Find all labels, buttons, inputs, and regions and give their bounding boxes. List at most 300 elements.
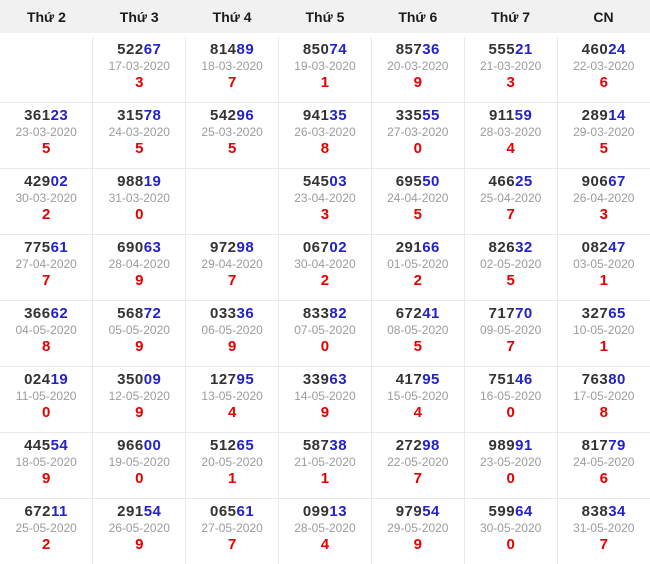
result-number-tail: 95	[422, 371, 440, 388]
result-date: 28-03-2020	[466, 125, 556, 140]
result-number[interactable]	[466, 41, 556, 59]
result-number-tail: 19	[51, 371, 69, 388]
result-number[interactable]	[94, 239, 184, 257]
result-red-digit: 7	[373, 470, 463, 488]
result-date: 21-03-2020	[466, 59, 556, 74]
result-date: 30-03-2020	[1, 191, 91, 206]
result-cell	[279, 103, 372, 169]
result-number[interactable]	[373, 503, 463, 521]
empty-cell	[186, 169, 279, 235]
result-red-digit: 4	[280, 536, 370, 554]
result-number[interactable]	[280, 371, 370, 389]
result-date: 19-05-2020	[94, 455, 184, 470]
result-number[interactable]	[466, 305, 556, 323]
result-number[interactable]	[280, 503, 370, 521]
result-number-tail: 67	[144, 41, 162, 58]
result-red-digit: 7	[187, 536, 277, 554]
result-number[interactable]	[559, 371, 649, 389]
result-number-head: 065	[210, 503, 237, 520]
result-number[interactable]	[280, 437, 370, 455]
result-cell	[464, 367, 557, 433]
result-number-head: 672	[396, 305, 423, 322]
result-date: 30-05-2020	[466, 521, 556, 536]
result-red-digit: 1	[280, 470, 370, 488]
result-date: 26-04-2020	[559, 191, 649, 206]
result-number-head: 672	[24, 503, 51, 520]
result-red-digit: 4	[373, 404, 463, 422]
result-number-head: 339	[303, 371, 330, 388]
result-number-head: 099	[303, 503, 330, 520]
result-date: 08-05-2020	[373, 323, 463, 338]
result-red-digit: 3	[94, 74, 184, 92]
result-number-head: 522	[117, 41, 144, 58]
result-red-digit: 5	[1, 140, 91, 158]
result-number-head: 979	[396, 503, 423, 520]
result-number-tail: 21	[515, 41, 533, 58]
result-number[interactable]	[559, 305, 649, 323]
result-number[interactable]	[1, 173, 91, 191]
result-date: 31-03-2020	[94, 191, 184, 206]
result-cell	[557, 169, 650, 235]
table-row	[0, 35, 650, 103]
result-red-digit: 8	[280, 140, 370, 158]
result-number-tail: 61	[51, 239, 69, 256]
result-number[interactable]	[1, 305, 91, 323]
result-number-head: 545	[303, 173, 330, 190]
result-cell	[371, 169, 464, 235]
result-number-head: 315	[117, 107, 144, 124]
result-red-digit: 4	[187, 404, 277, 422]
result-number[interactable]	[187, 41, 277, 59]
result-date: 01-05-2020	[373, 257, 463, 272]
result-cell	[0, 169, 93, 235]
result-number-head: 690	[117, 239, 144, 256]
result-red-digit: 5	[187, 140, 277, 158]
result-cell	[0, 301, 93, 367]
result-date: 27-05-2020	[187, 521, 277, 536]
result-cell	[279, 169, 372, 235]
column-header-7: CN	[557, 0, 650, 35]
result-number-tail: 95	[237, 371, 255, 388]
result-number-tail: 82	[329, 305, 347, 322]
result-number[interactable]	[187, 371, 277, 389]
result-cell	[371, 301, 464, 367]
result-number-head: 826	[489, 239, 516, 256]
result-red-digit: 6	[559, 74, 649, 92]
result-number-tail: 46	[515, 371, 533, 388]
result-date: 10-05-2020	[559, 323, 649, 338]
result-cell	[186, 35, 279, 103]
result-date: 25-05-2020	[1, 521, 91, 536]
result-red-digit: 4	[466, 140, 556, 158]
result-number-head: 966	[117, 437, 144, 454]
result-red-digit: 2	[1, 206, 91, 224]
result-date: 24-04-2020	[373, 191, 463, 206]
result-number-tail: 35	[329, 107, 347, 124]
result-number-tail: 80	[608, 371, 626, 388]
result-number-head: 366	[24, 305, 51, 322]
result-cell	[0, 499, 93, 564]
result-date: 18-03-2020	[187, 59, 277, 74]
result-number-tail: 66	[422, 239, 440, 256]
result-number[interactable]	[559, 107, 649, 125]
table-row	[0, 367, 650, 433]
result-cell	[557, 433, 650, 499]
result-date: 29-04-2020	[187, 257, 277, 272]
result-cell	[279, 301, 372, 367]
result-cell	[0, 433, 93, 499]
result-cell	[186, 499, 279, 564]
result-cell	[0, 235, 93, 301]
result-number[interactable]	[373, 437, 463, 455]
result-number-tail: 64	[515, 503, 533, 520]
result-number-tail: 14	[608, 107, 626, 124]
result-date: 28-05-2020	[280, 521, 370, 536]
result-cell	[464, 169, 557, 235]
result-date: 13-05-2020	[187, 389, 277, 404]
result-red-digit: 5	[94, 140, 184, 158]
result-cell	[371, 35, 464, 103]
result-cell	[93, 499, 186, 564]
result-number[interactable]	[1, 239, 91, 257]
result-number-head: 817	[582, 437, 609, 454]
result-red-digit: 9	[94, 536, 184, 554]
result-cell	[279, 367, 372, 433]
result-number-tail: 32	[515, 239, 533, 256]
result-number-head: 024	[24, 371, 51, 388]
result-red-digit: 9	[94, 404, 184, 422]
result-number-tail: 36	[237, 305, 255, 322]
result-number[interactable]	[280, 239, 370, 257]
table-row	[0, 301, 650, 367]
result-number[interactable]	[1, 107, 91, 125]
result-cell	[93, 433, 186, 499]
result-cell	[93, 103, 186, 169]
column-header-6: Thứ 7	[464, 0, 557, 35]
result-number-tail: 65	[608, 305, 626, 322]
result-number-head: 568	[117, 305, 144, 322]
result-cell	[186, 103, 279, 169]
result-number-head: 429	[24, 173, 51, 190]
result-date: 26-03-2020	[280, 125, 370, 140]
result-cell	[371, 499, 464, 564]
table-row	[0, 499, 650, 564]
result-date: 05-05-2020	[94, 323, 184, 338]
empty-cell	[0, 35, 93, 103]
result-red-digit: 3	[466, 74, 556, 92]
result-number-head: 127	[210, 371, 237, 388]
result-number-tail: 03	[329, 173, 347, 190]
result-cell	[464, 433, 557, 499]
result-number-head: 717	[489, 305, 516, 322]
result-cell	[557, 367, 650, 433]
result-number[interactable]	[466, 371, 556, 389]
result-number-head: 512	[210, 437, 237, 454]
result-number[interactable]	[466, 503, 556, 521]
result-number-tail: 50	[422, 173, 440, 190]
result-date: 06-05-2020	[187, 323, 277, 338]
result-red-digit: 2	[373, 272, 463, 290]
result-number-head: 814	[210, 41, 237, 58]
result-date: 15-05-2020	[373, 389, 463, 404]
result-number[interactable]	[466, 173, 556, 191]
result-number-tail: 63	[144, 239, 162, 256]
result-number-tail: 38	[329, 437, 347, 454]
result-number-head: 857	[396, 41, 423, 58]
result-number[interactable]	[94, 41, 184, 59]
result-number-head: 989	[489, 437, 516, 454]
result-cell	[371, 367, 464, 433]
result-date: 24-05-2020	[559, 455, 649, 470]
result-number[interactable]	[1, 503, 91, 521]
result-number-tail: 11	[51, 503, 68, 520]
result-number[interactable]	[466, 107, 556, 125]
result-number-tail: 79	[608, 437, 626, 454]
result-number-head: 033	[210, 305, 237, 322]
result-date: 04-05-2020	[1, 323, 91, 338]
result-number-head: 361	[24, 107, 51, 124]
result-number-head: 445	[24, 437, 51, 454]
result-cell	[186, 433, 279, 499]
table-row	[0, 235, 650, 301]
result-red-digit: 0	[466, 470, 556, 488]
result-number[interactable]	[373, 371, 463, 389]
result-red-digit: 0	[466, 536, 556, 554]
result-date: 23-05-2020	[466, 455, 556, 470]
result-number[interactable]	[559, 437, 649, 455]
result-cell	[557, 499, 650, 564]
result-number-head: 067	[303, 239, 330, 256]
result-date: 23-03-2020	[1, 125, 91, 140]
result-cell	[0, 367, 93, 433]
result-number-tail: 25	[515, 173, 533, 190]
result-number[interactable]	[187, 239, 277, 257]
result-cell	[371, 235, 464, 301]
result-date: 11-05-2020	[1, 389, 91, 404]
result-number-head: 466	[489, 173, 516, 190]
result-date: 29-03-2020	[559, 125, 649, 140]
result-cell	[279, 235, 372, 301]
result-number[interactable]	[559, 503, 649, 521]
result-number-tail: 78	[144, 107, 162, 124]
result-red-digit: 2	[1, 536, 91, 554]
result-date: 24-03-2020	[94, 125, 184, 140]
result-cell	[279, 499, 372, 564]
result-number[interactable]	[187, 107, 277, 125]
result-red-digit: 1	[280, 74, 370, 92]
result-number-head: 763	[582, 371, 609, 388]
result-date: 20-05-2020	[187, 455, 277, 470]
result-number[interactable]	[280, 173, 370, 191]
result-number-head: 289	[582, 107, 609, 124]
result-date: 19-03-2020	[280, 59, 370, 74]
result-number-tail: 47	[608, 239, 626, 256]
result-red-digit: 8	[1, 338, 91, 356]
result-number-tail: 61	[237, 503, 255, 520]
result-number[interactable]	[373, 107, 463, 125]
result-date: 16-05-2020	[466, 389, 556, 404]
result-red-digit: 7	[466, 338, 556, 356]
result-cell	[557, 35, 650, 103]
result-number-tail: 98	[422, 437, 440, 454]
result-number[interactable]	[280, 41, 370, 59]
result-number-tail: 19	[144, 173, 162, 190]
result-red-digit: 3	[559, 206, 649, 224]
result-number[interactable]	[187, 437, 277, 455]
column-header-4: Thứ 5	[279, 0, 372, 35]
result-red-digit: 9	[373, 536, 463, 554]
result-number-tail: 13	[329, 503, 347, 520]
result-cell	[464, 103, 557, 169]
result-number-head: 906	[582, 173, 609, 190]
table-body	[0, 35, 650, 564]
result-number-tail: 70	[515, 305, 533, 322]
result-red-digit: 1	[559, 272, 649, 290]
result-number-head: 972	[210, 239, 237, 256]
result-date: 20-03-2020	[373, 59, 463, 74]
result-number-tail: 98	[237, 239, 255, 256]
result-date: 17-03-2020	[94, 59, 184, 74]
result-number[interactable]	[280, 107, 370, 125]
result-number-tail: 24	[608, 41, 626, 58]
result-red-digit: 0	[1, 404, 91, 422]
result-date: 27-03-2020	[373, 125, 463, 140]
result-number-head: 417	[396, 371, 423, 388]
result-number-tail: 09	[144, 371, 162, 388]
result-number-head: 291	[117, 503, 144, 520]
result-red-digit: 7	[559, 536, 649, 554]
result-red-digit: 1	[559, 338, 649, 356]
result-number[interactable]	[94, 305, 184, 323]
result-date: 22-03-2020	[559, 59, 649, 74]
result-cell	[93, 301, 186, 367]
table-row	[0, 103, 650, 169]
column-header-3: Thứ 4	[186, 0, 279, 35]
result-cell	[464, 235, 557, 301]
result-number-tail: 54	[144, 503, 162, 520]
result-red-digit: 6	[559, 470, 649, 488]
result-red-digit: 5	[466, 272, 556, 290]
result-date: 26-05-2020	[94, 521, 184, 536]
result-number-head: 272	[396, 437, 423, 454]
result-number[interactable]	[373, 239, 463, 257]
result-red-digit: 5	[559, 140, 649, 158]
result-red-digit: 0	[466, 404, 556, 422]
result-number[interactable]	[1, 371, 91, 389]
result-number-tail: 89	[237, 41, 255, 58]
result-number[interactable]	[94, 503, 184, 521]
result-number-tail: 96	[237, 107, 255, 124]
result-red-digit: 8	[559, 404, 649, 422]
result-date: 30-04-2020	[280, 257, 370, 272]
result-cell	[93, 235, 186, 301]
result-date: 02-05-2020	[466, 257, 556, 272]
result-number-head: 941	[303, 107, 330, 124]
result-number[interactable]	[187, 503, 277, 521]
result-red-digit: 2	[280, 272, 370, 290]
result-cell	[464, 499, 557, 564]
result-number-tail: 72	[144, 305, 162, 322]
result-number-tail: 62	[51, 305, 69, 322]
result-number[interactable]	[559, 41, 649, 59]
result-date: 28-04-2020	[94, 257, 184, 272]
result-date: 12-05-2020	[94, 389, 184, 404]
result-number[interactable]	[373, 305, 463, 323]
result-number-tail: 74	[329, 41, 347, 58]
result-number-tail: 02	[51, 173, 69, 190]
result-number[interactable]	[280, 305, 370, 323]
header-row	[0, 0, 650, 35]
result-number[interactable]	[559, 173, 649, 191]
result-date: 25-03-2020	[187, 125, 277, 140]
result-red-digit: 9	[1, 470, 91, 488]
result-number-head: 833	[303, 305, 330, 322]
result-number-tail: 55	[422, 107, 440, 124]
result-number-head: 460	[582, 41, 609, 58]
column-header-1: Thứ 2	[0, 0, 93, 35]
result-number[interactable]	[466, 437, 556, 455]
result-red-digit: 0	[280, 338, 370, 356]
result-red-digit: 9	[280, 404, 370, 422]
result-number-head: 082	[582, 239, 609, 256]
result-red-digit: 7	[1, 272, 91, 290]
result-number[interactable]	[94, 437, 184, 455]
result-date: 27-04-2020	[1, 257, 91, 272]
result-number-head: 988	[117, 173, 144, 190]
result-number-head: 751	[489, 371, 516, 388]
result-number-head: 911	[489, 107, 515, 124]
result-cell	[557, 235, 650, 301]
column-header-5: Thứ 6	[371, 0, 464, 35]
calendar-header	[0, 0, 650, 35]
result-number-tail: 54	[422, 503, 440, 520]
result-cell	[557, 103, 650, 169]
result-number[interactable]	[373, 173, 463, 191]
result-number[interactable]	[187, 305, 277, 323]
result-number[interactable]	[559, 239, 649, 257]
result-red-digit: 7	[187, 272, 277, 290]
result-cell	[93, 169, 186, 235]
result-number[interactable]	[1, 437, 91, 455]
result-cell	[464, 35, 557, 103]
result-number-head: 327	[582, 305, 609, 322]
result-number-tail: 00	[144, 437, 162, 454]
result-number-tail: 54	[51, 437, 69, 454]
result-cell	[279, 433, 372, 499]
result-number-head: 291	[396, 239, 423, 256]
result-red-digit: 0	[94, 470, 184, 488]
result-number[interactable]	[466, 239, 556, 257]
result-number[interactable]	[373, 41, 463, 59]
result-number[interactable]	[94, 371, 184, 389]
result-date: 09-05-2020	[466, 323, 556, 338]
result-red-digit: 5	[373, 338, 463, 356]
result-number-tail: 59	[515, 107, 533, 124]
result-number[interactable]	[94, 107, 184, 125]
result-cell	[93, 35, 186, 103]
result-number-tail: 34	[608, 503, 626, 520]
result-red-digit: 1	[187, 470, 277, 488]
result-cell	[93, 367, 186, 433]
result-number[interactable]	[94, 173, 184, 191]
result-cell	[464, 301, 557, 367]
result-cell	[186, 235, 279, 301]
result-number-tail: 63	[329, 371, 347, 388]
result-number-head: 850	[303, 41, 330, 58]
result-number-tail: 02	[329, 239, 347, 256]
result-number-head: 350	[117, 371, 144, 388]
result-date: 25-04-2020	[466, 191, 556, 206]
